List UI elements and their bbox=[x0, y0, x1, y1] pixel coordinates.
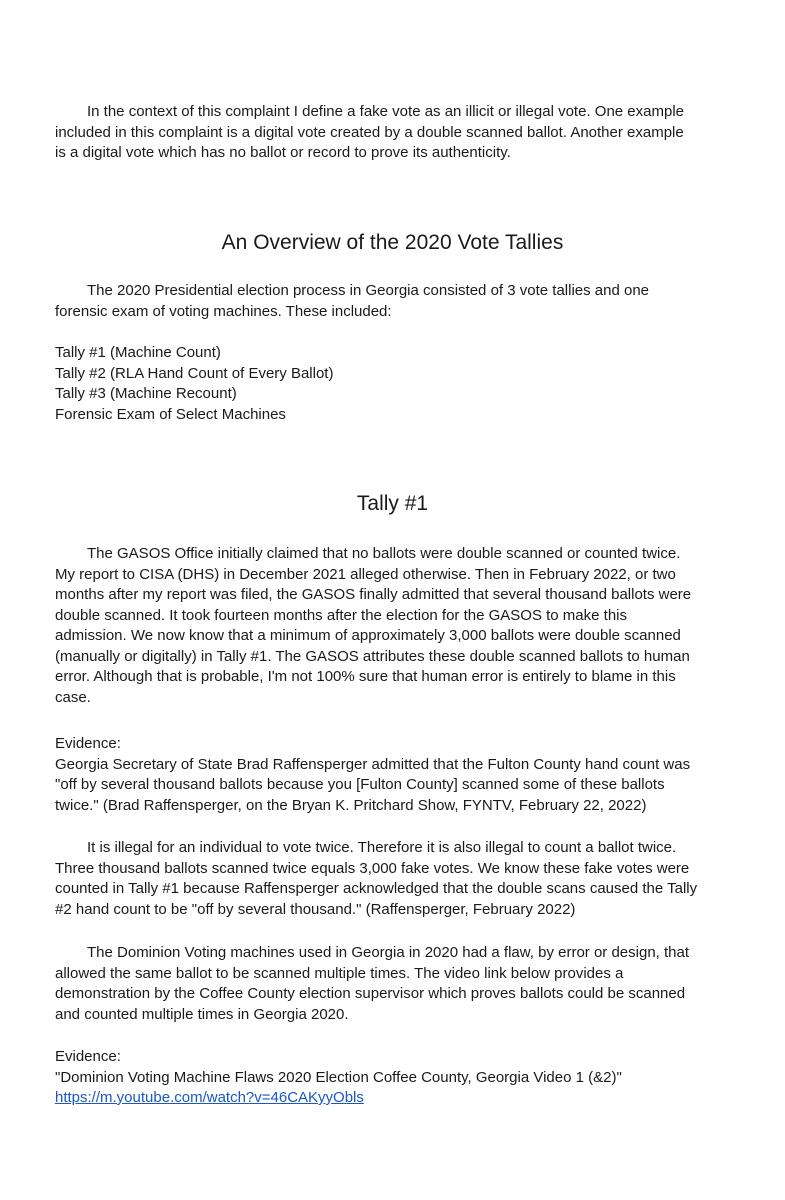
youtube-link[interactable]: https://m.youtube.com/watch?v=46CAKyyObls bbox=[55, 1089, 364, 1106]
list-item: Forensic Exam of Select Machines bbox=[55, 405, 286, 423]
text-line: and counted multiple times in Georgia 2020. bbox=[55, 1005, 349, 1023]
list-item: Tally #2 (RLA Hand Count of Every Ballot) bbox=[55, 364, 334, 382]
text-line: (manually or digitally) in Tally #1. The GASOS attributes these double scanned ballots to human bbox=[55, 647, 690, 665]
evidence-label: Evidence: bbox=[55, 1048, 121, 1065]
text-line: admission. We now know that a minimum of approximately 3,000 ballots were double scanned bbox=[55, 627, 681, 644]
text-line: Georgia Secretary of State Brad Raffensperger admitted that the Fulton County hand count was bbox=[55, 755, 691, 773]
text-line: The GASOS Office initially claimed that no ballots were double scanned or counted twice. bbox=[87, 545, 681, 562]
text-line: case. bbox=[55, 688, 91, 706]
text-line: "off by several thousand ballots because you [Fulton County] scanned some of these ballots bbox=[55, 776, 665, 793]
text-line: error. Although that is probable, I'm not 100% sure that human error is entirely to blame in this bbox=[55, 668, 676, 685]
text-line: Three thousand ballots scanned twice equals 3,000 fake votes. We know these fake votes were bbox=[55, 859, 690, 877]
evidence-block-1 bbox=[55, 734, 745, 816]
tally1-paragraph-2 bbox=[55, 838, 745, 920]
list-item: Tally #3 (Machine Recount) bbox=[55, 385, 237, 402]
tally1-heading: Tally #1 bbox=[356, 492, 429, 515]
evidence-label: Evidence: bbox=[55, 735, 121, 752]
text-line: counted in Tally #1 because Raffensperger acknowledged that the double scans caused the Tally bbox=[55, 880, 698, 897]
text-line: The Dominion Voting machines used in Georgia in 2020 had a flaw, by error or design, that bbox=[87, 944, 690, 961]
text-line: It is illegal for an individual to vote twice. Therefore it is also illegal to count a ballot twice. bbox=[87, 839, 677, 856]
text-line: months after my report was filed, the GASOS finally admitted that several thousand ballots were bbox=[55, 586, 692, 603]
tally1-paragraph-3 bbox=[55, 943, 745, 1025]
text-line: #2 hand count to be "off by several thousand." (Raffensperger, February 2022) bbox=[55, 900, 576, 918]
text-line: is a digital vote which has no ballot or record to prove its authenticity. bbox=[55, 144, 511, 161]
intro-paragraph bbox=[55, 102, 745, 164]
video-title: "Dominion Voting Machine Flaws 2020 Election Coffee County, Georgia Video 1 (&2)" bbox=[55, 1068, 622, 1086]
text-line: double scanned. It took fourteen months after the election for the GASOS to make this bbox=[55, 606, 627, 624]
overview-heading: An Overview of the 2020 Vote Tallies bbox=[221, 231, 564, 254]
list-item: Tally #1 (Machine Count) bbox=[55, 344, 221, 361]
overview-paragraph bbox=[55, 281, 745, 322]
text-line: twice." (Brad Raffensperger, on the Bryan K. Pritchard Show, FYNTV, February 22, 2022) bbox=[55, 796, 647, 814]
text-line: demonstration by the Coffee County election supervisor which proves ballots could be scanned bbox=[55, 985, 686, 1002]
text-line: The 2020 Presidential election process in Georgia consisted of 3 vote tallies and one bbox=[87, 282, 650, 299]
evidence-block-2 bbox=[55, 1047, 745, 1109]
text-line: In the context of this complaint I define a fake vote as an illicit or illegal vote. One example bbox=[87, 103, 684, 120]
text-line: forensic exam of voting machines. These included: bbox=[55, 302, 392, 320]
text-line: allowed the same ballot to be scanned multiple times. The video link below provides a bbox=[55, 964, 624, 982]
text-line: My report to CISA (DHS) in December 2021 alleged otherwise. Then in February 2022, or two bbox=[55, 565, 676, 583]
text-line: included in this complaint is a digital vote created by a double scanned ballot. Another example bbox=[55, 123, 684, 141]
tally1-paragraph-1 bbox=[55, 544, 745, 708]
tally-list bbox=[55, 343, 745, 425]
